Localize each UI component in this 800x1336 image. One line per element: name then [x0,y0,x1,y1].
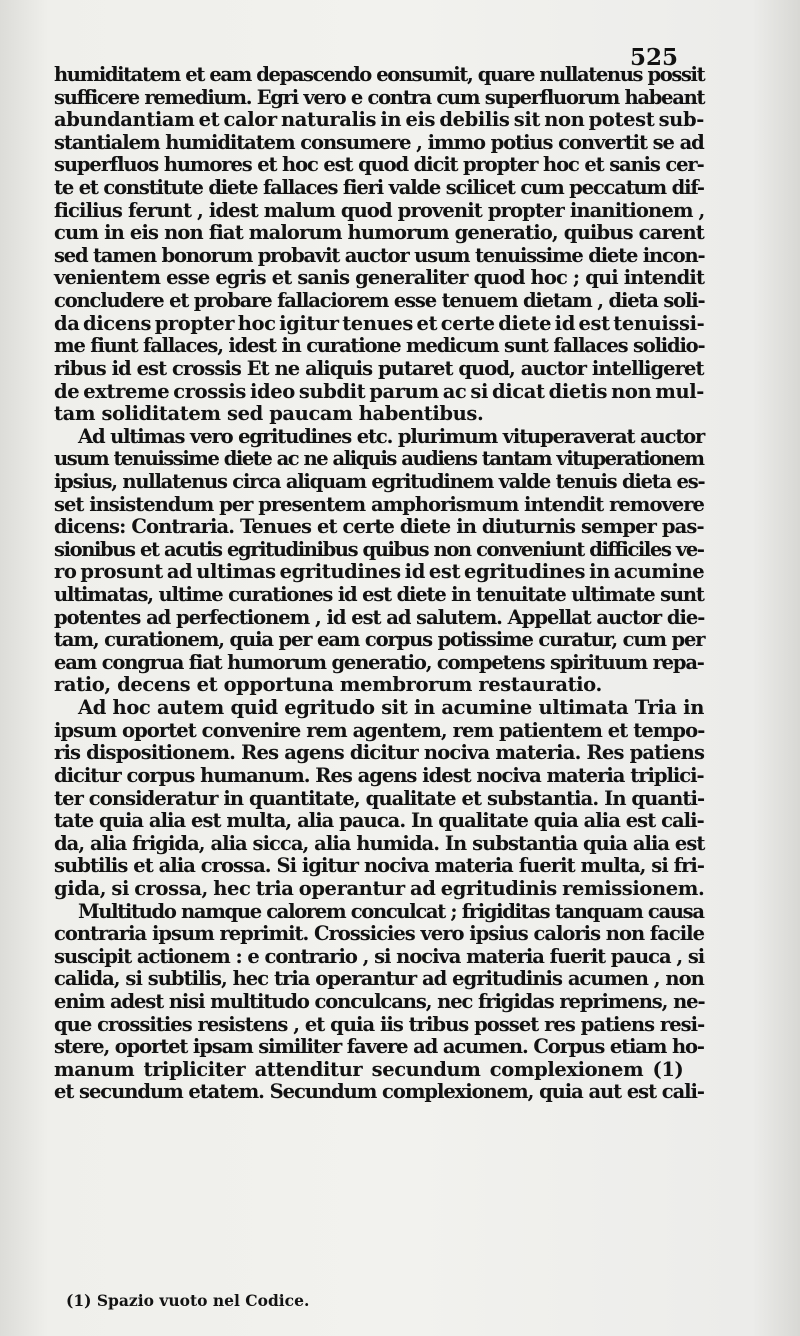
text-line: tam, curationem, quia per eam corpus potissime curatur, cum per [54,628,705,652]
footnote: (1) Spazio vuoto nel Codice. [66,1291,310,1310]
text-line: Ad ultimas vero egritudines etc. plurimum vituperaverat auctor [78,424,705,448]
text-line: abundantiam et calor naturalis in eis debilis sit non potest sub- [54,108,704,132]
text-line: que crossities resistens , et quia iis tribus posset res patiens resi- [54,1012,705,1036]
text-line: da dicens propter hoc igitur tenues et certe diete id est tenuissi- [54,311,705,335]
text-line: manum tripliciter attenditur secundum complexionem (1) [54,1057,684,1081]
text-line: eam congrua fiat humorum generatio, competens spirituum repa- [54,650,704,674]
text-line: ratio, decens et opportuna membrorum restauratio. [54,673,602,697]
text-line: ipsius, nullatenus circa aliquam egritudinem valde tenuis dieta es- [54,469,705,493]
text-line: et secundum etatem. Secundum complexionem, quia aut est cali- [54,1080,704,1104]
body-text [54,64,704,1104]
text-line: dicens: Contraria. Tenues et certe diete in diuturnis semper pas- [54,515,704,539]
text-line: potentes ad perfectionem , id est ad salutem. Appellat auctor die- [54,605,705,629]
text-line: tam soliditatem sed paucam habentibus. [54,402,484,426]
text-line: Ad hoc autem quid egritudo sit in acumine ultimata Tria in [78,696,704,720]
text-line: subtilis et alia crossa. Si igitur nociva materia fuerit multa, si fri- [54,854,704,878]
text-line: contraria ipsum reprimit. Crossicies vero ipsius caloris non facile [54,922,704,946]
text-line: superfluos humores et hoc est quod dicit propter hoc et sanis cer- [54,153,704,177]
text-line: concludere et probare fallaciorem esse tenuem dietam , dieta soli- [54,289,705,313]
text-line: stere, oportet ipsam similiter favere ad acumen. Corpus etiam ho- [54,1035,704,1059]
text-line: dicitur corpus humanum. Res agens idest nociva materia triplici- [54,763,704,787]
text-line: suscipit actionem : e contrario , si nociva materia fuerit pauca , si [54,944,705,968]
text-line: sionibus et acutis egritudinibus quibus non conveniunt difficiles ve- [54,537,704,561]
text-line: ter consideratur in quantitate, qualitate et substantia. In quanti- [54,786,705,810]
text-line: stantialem humiditatem consumere , immo potius convertit se ad [54,130,704,154]
text-line: sufficere remedium. Egri vero e contra cum superfluorum habeant [54,85,705,109]
text-line: calida, si subtilis, hec tria operantur ad egritudinis acumen , non [54,967,704,991]
text-line: te et constitute diete fallaces fieri valde scilicet cum peccatum dif- [54,176,704,200]
text-line: enim adest nisi multitudo conculcans, nec frigidas reprimens, ne- [54,989,705,1013]
text-line: set insistendum per presentem amphorismum intendit removere [54,492,704,516]
text-line: ris dispositionem. Res agens dicitur nociva materia. Res patiens [54,741,705,765]
text-line: humiditatem et eam depascendo eonsumit, quare nullatenus possit [54,63,705,86]
text-line: cum in eis non fiat malorum humorum generatio, quibus carent [54,221,704,245]
text-line: ipsum oportet convenire rem agentem, rem patientem et tempo- [54,718,705,742]
text-line: me fiunt fallaces, idest in curatione medicum sunt fallaces solidio- [54,334,705,358]
text-line: da, alia frigida, alia sicca, alia humida. In substantia quia alia est [54,831,705,855]
text-line: tate quia alia est multa, alia pauca. In qualitate quia alia est cali- [54,809,704,833]
text-line: venientem esse egris et sanis generaliter quod hoc ; qui intendit [54,266,705,290]
page-number: 525 [629,44,678,71]
text-line: gida, si crossa, hec tria operantur ad egritudinis remissionem. [54,876,705,900]
text-line: de extreme crossis ideo subdit parum ac si dicat dietis non mul- [54,379,704,403]
text-line: ultimatas, ultime curationes id est diete in tenuitate ultimate sunt [54,583,704,607]
text-line: sed tamen bonorum probavit auctor usum tenuissime diete incon- [54,243,705,267]
text-line: ro prosunt ad ultimas egritudines id est egritudines in acumine [54,560,705,584]
text-line: Multitudo namque calorem conculcat ; frigiditas tanquam causa [78,899,704,923]
text-line: ribus id est crossis Et ne aliquis putaret quod, auctor intelligeret [54,356,704,380]
text-line: usum tenuissime diete ac ne aliquis audiens tantam vituperationem [54,447,704,471]
text-line: ficilius ferunt , idest malum quod provenit propter inanitionem , [54,198,705,222]
